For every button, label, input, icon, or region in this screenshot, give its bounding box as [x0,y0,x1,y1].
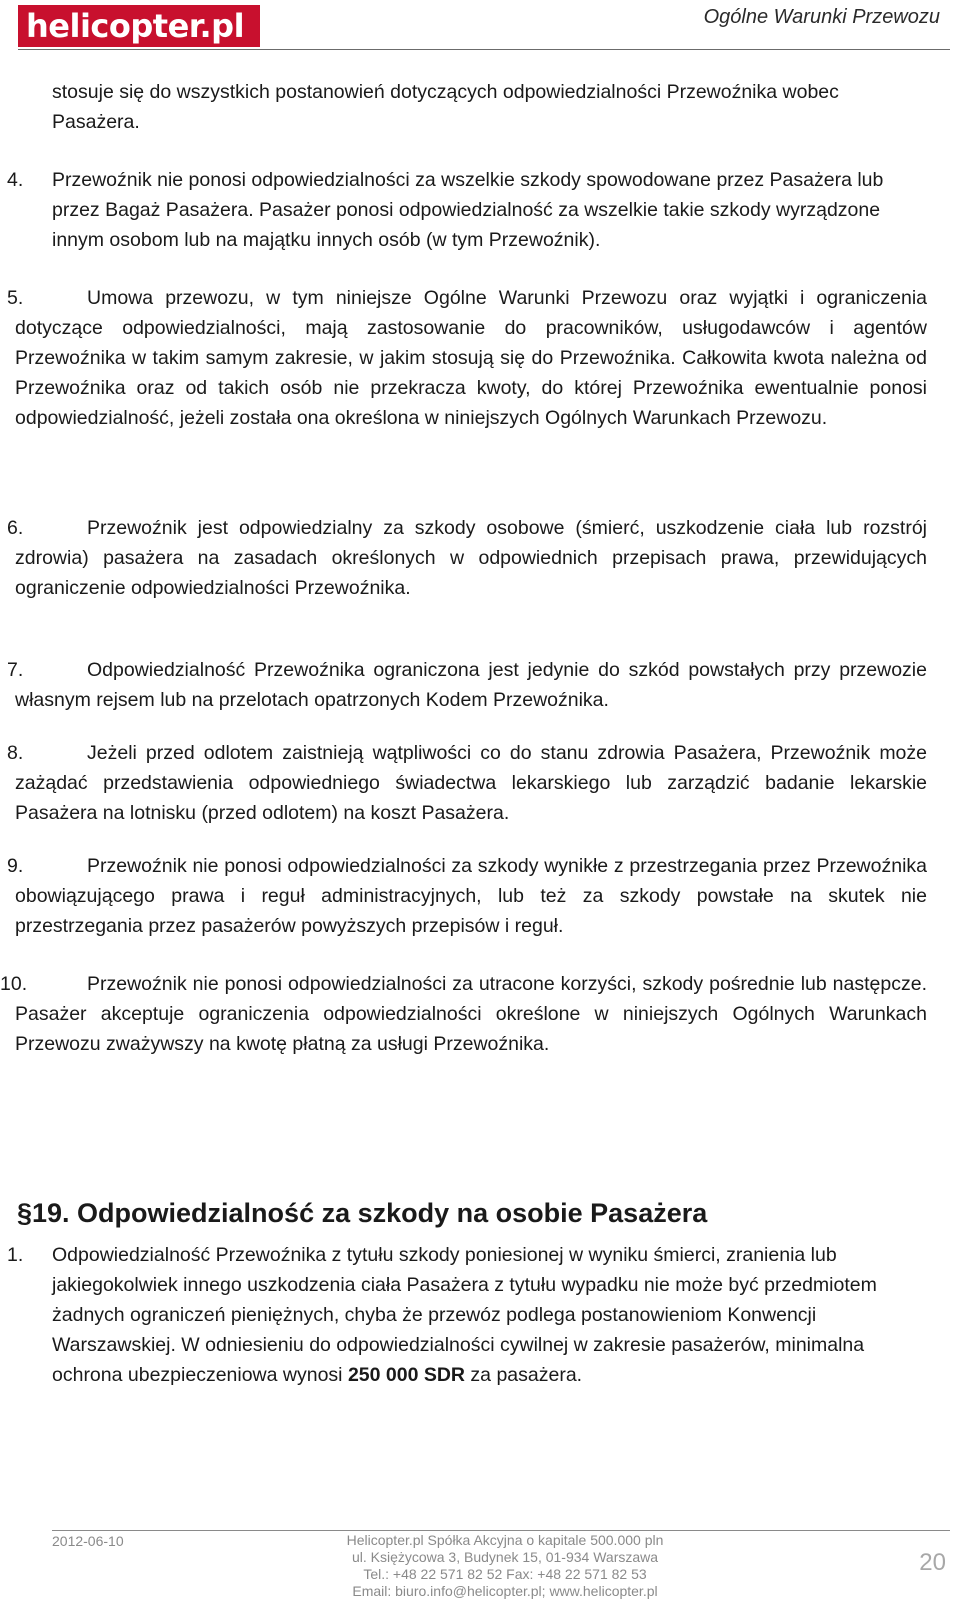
item-text: Przewoźnik nie ponosi odpowiedzialności za wszelkie szkody spowodowane przez Pasażera lub przez Bagaż Pasażera. Pasażer ponosi odpowiedzialność za wszelkie takie szkody wyrządzone innym osobom lub na majątku innych osób (w tym Przewoźnik). [52,169,884,251]
logo-text: helicopter.pl [26,7,245,45]
footer-date: 2012-06-10 [52,1533,124,1549]
item-text: 5. Umowa przewozu, w tym niniejsze Ogólne Warunki Przewozu oraz wyjątki i ograniczenia dotyczące odpowiedzialności, mają zastosowanie do pracowników, usługodawców i agentów Przewoźnika w takim samym zakresie, w jakim stosują się do Przewoźnika. Całkowita kwota należna od Przewoźnika oraz od takich osób nie przekracza kwoty, do której Przewoźnika ewentualnie ponosi odpowiedzialność, jeżeli została ona określona w niniejszych Ogólnych Warunkach Przewozu. [15,283,927,433]
section-heading: §19. Odpowiedzialność za szkody na osobie Pasażera [17,1198,708,1228]
document-title: Ogólne Warunki Przewozu [703,6,940,28]
footer-company-info [320,1532,690,1600]
company-name: Helicopter.pl Spółka Akcyjna o kapitale 500.000 pln [346,1532,664,1548]
item-text: 9. Przewoźnik nie ponosi odpowiedzialności za szkody wynikłe z przestrzegania przez Przewoźnika obowiązującego prawa i reguł administracyjnych, lub też za szkody powstałe na skutek nie przestrzegania przez pasażerów powyższych przepisów i reguł. [15,851,927,941]
item-number: 6. [7,517,24,539]
helicopter-logo [18,5,260,47]
item-number: 5. [7,287,24,309]
item-text: 7. Odpowiedzialność Przewoźnika ograniczona jest jedynie do szkód powstałych przy przewozie własnym rejsem lub na przelotach opatrzonych Kodem Przewoźnika. [15,655,927,715]
item-number: 10. [0,973,28,995]
item-text: Odpowiedzialność Przewoźnika z tytułu szkody poniesionej w wyniku śmierci, zranienia lub jakiegokolwiek innego uszkodzenia ciała Pasażera z tytułu wypadku nie może być przedmiotem żadnych ograniczeń pieniężnych, chyba że przewóz podlega postanowieniom Konwencji Warszawskiej. W odniesieniu do odpowiedzialności cywilnej w zakresie pasażerów, minimalna ochrona ubezpieczeniowa wynosi 250 000 SDR za pasażera. [52,1244,877,1386]
company-email: Email: biuro.info@helicopter.pl; www.helicopter.pl [352,1583,658,1599]
item-number: 8. [7,742,24,764]
intro-paragraph: stosuje się do wszystkich postanowień dotyczących odpowiedzialności Przewoźnika wobec Pasażera. [52,81,839,133]
item-text: 8. Jeżeli przed odlotem zaistnieją wątpliwości co do stanu zdrowia Pasażera, Przewoźnik może zażądać przedstawienia odpowiedniego świadectwa lekarskiego lub zarządzić badanie lekarskie Pasażera na lotnisku (przed odlotem) na koszt Pasażera. [15,738,927,828]
item-number: 7. [7,659,24,681]
company-phone: Tel.: +48 22 571 82 52 Fax: +48 22 571 82 53 [363,1566,647,1582]
header-divider [18,49,950,50]
item-text: 10. Przewoźnik nie ponosi odpowiedzialności za utracone korzyści, szkody pośrednie lub następcze. Pasażer akceptuje ograniczenia odpowiedzialności określone w niniejszych Ogólnych Warunkach Przewozu zważywszy na kwotę płatną za usługi Przewoźnika. [15,969,927,1059]
item-number: 4. [7,169,24,191]
page-header [0,0,960,50]
company-address: ul. Księżycowa 3, Budynek 15, 01-934 Warszawa [351,1549,659,1565]
footer-divider [52,1530,950,1531]
insurance-amount: 250 000 SDR [347,1364,466,1386]
item-number: 9. [7,855,24,877]
item-number: 1. [7,1244,24,1266]
item-text: 6. Przewoźnik jest odpowiedzialny za szkody osobowe (śmierć, uszkodzenie ciała lub rozstrój zdrowia) pasażera na zasadach określonych w odpowiednich przepisach prawa, przewidujących ograniczenie odpowiedzialności Przewoźnika. [15,513,927,603]
page-number: 20 [919,1549,946,1576]
